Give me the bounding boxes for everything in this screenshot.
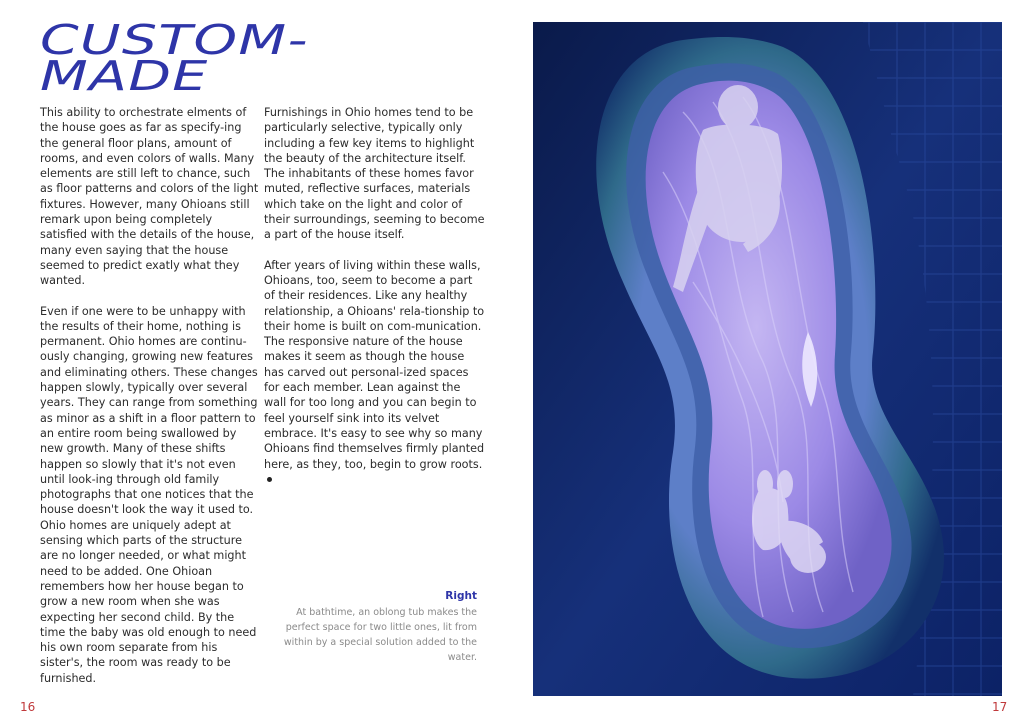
bathtub-illustration bbox=[533, 22, 1002, 696]
article-title bbox=[40, 16, 391, 100]
body-column-middle bbox=[264, 105, 486, 502]
body-paragraph: Furnishings in Ohio homes tend to be particularly selective, typically only including a few key items to highlight the beauty of the architecture itself. The inhabitants of these homes favor muted, reflective surfaces, materials which take on the light and color of their surroundings, seeming to become a part of the house itself. bbox=[264, 106, 485, 242]
image-caption bbox=[262, 590, 477, 665]
body-column-left bbox=[40, 105, 262, 701]
body-paragraph: This ability to orchestrate elments of the house goes as far as specify-ing the general floor plans, amount of rooms, and even colors of walls. Many elements are still left to chance, such as floor patterns and colors of the light fixtures. However, many Ohioans still remark upon being completely satisfied with the details of the house, many even saying that the house seemed to predict exatly what they wanted. bbox=[40, 106, 259, 288]
page-number-left: 16 bbox=[20, 700, 36, 714]
body-paragraph-end bbox=[264, 258, 486, 487]
article-title-line-2: MADE bbox=[40, 52, 209, 100]
body-paragraph: Even if one were to be unhappy with the results of their home, nothing is permanent. Ohio homes are continu-ously changing, growing new features and eliminating others. These changes happen slowly, typically over several years. They can range from something as minor as a shift in a floor pattern to an entire room being swallowed by new growth. Many of these shifts happen so slowly that it's not even until look-ing through old family photographs that one notices that the house doesn't look the way it used to. Ohio homes are uniquely adept at sensing which parts of the structure are no longer needed, or what might need to be added. One Ohioan remembers how her house began to grow a new room when she was expecting her second child. By the time the baby was old enough to need his own room separate from his sister's, the room was ready to be furnished. bbox=[40, 304, 258, 685]
page-number-right: 17 bbox=[992, 700, 1008, 714]
caption-heading: Right bbox=[445, 590, 477, 602]
body-paragraph-text: After years of living within these walls, Ohioans, too, seem to become a part of their residences. Like any healthy relationship, a Ohioans' rela-tionship to their home is built on com-munication. The responsive nature of the house makes it seem as though the house has carved out personal-ized spaces for each member. Lean against the wall for too long and you can begin to feel yourself sink into its velvet embrace. It's easy to see why so many Ohioans find themselves firmly planted here, as they, too, begin to grow roots. bbox=[264, 258, 485, 471]
bathtub-illustration-svg bbox=[533, 22, 1002, 696]
end-mark-bullet-icon bbox=[267, 477, 272, 482]
caption-text: At bathtime, an oblong tub makes the perfect space for two little ones, lit from within by a special solution added to the water. bbox=[283, 607, 477, 663]
article-title-line-1: CUSTOM- bbox=[40, 16, 309, 64]
